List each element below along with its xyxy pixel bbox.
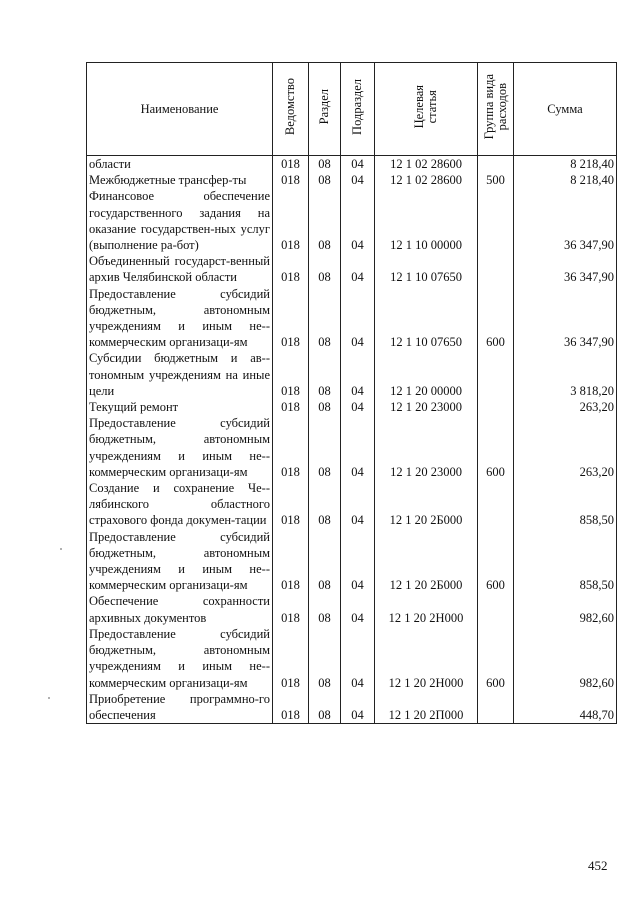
row-gruppa-cell: 500	[478, 172, 514, 188]
row-vedomstvo-cell: 018	[273, 286, 309, 351]
row-vedomstvo-cell: 018	[273, 350, 309, 399]
row-celevaya-cell: 12 1 02 28600	[375, 172, 478, 188]
row-celevaya-cell: 12 1 20 23000	[375, 399, 478, 415]
table-row	[87, 593, 617, 625]
row-razdel-cell: 08	[309, 399, 341, 415]
scan-speck	[48, 697, 50, 699]
header-gruppa-vida-rashodov: Группа вида расходов	[478, 63, 514, 156]
row-celevaya-cell: 12 1 20 2Н000	[375, 593, 478, 625]
row-summa-cell: 858,50	[514, 480, 617, 529]
row-gruppa-cell	[478, 593, 514, 625]
row-razdel-cell: 08	[309, 188, 341, 253]
table-row	[87, 529, 617, 594]
row-gruppa-cell	[478, 350, 514, 399]
row-razdel-cell: 08	[309, 529, 341, 594]
table-row	[87, 626, 617, 691]
row-summa-cell: 263,20	[514, 399, 617, 415]
header-vedomstvo: Ведомство	[273, 63, 309, 156]
row-podrazdel-cell: 04	[341, 480, 375, 529]
row-podrazdel-cell: 04	[341, 188, 375, 253]
header-summa: Сумма	[514, 63, 617, 156]
row-podrazdel-cell: 04	[341, 593, 375, 625]
row-razdel-cell: 08	[309, 286, 341, 351]
row-vedomstvo-cell: 018	[273, 253, 309, 285]
row-vedomstvo-cell: 018	[273, 480, 309, 529]
row-razdel-cell: 08	[309, 593, 341, 625]
row-vedomstvo-cell: 018	[273, 172, 309, 188]
row-gruppa-cell: 600	[478, 626, 514, 691]
row-gruppa-cell	[478, 691, 514, 724]
row-name-cell: Финансовое обеспечение государственного задания на оказание государствен-ных услуг (выполнение ра-бот)	[87, 188, 273, 253]
row-gruppa-cell	[478, 188, 514, 253]
row-summa-cell: 448,70	[514, 691, 617, 724]
row-gruppa-cell: 600	[478, 529, 514, 594]
row-podrazdel-cell: 04	[341, 691, 375, 724]
row-celevaya-cell: 12 1 10 00000	[375, 188, 478, 253]
row-vedomstvo-cell: 018	[273, 691, 309, 724]
row-gruppa-cell	[478, 253, 514, 285]
row-celevaya-cell: 12 1 20 2Н000	[375, 626, 478, 691]
row-podrazdel-cell: 04	[341, 529, 375, 594]
row-name-cell: Обеспечение сохранности архивных документов	[87, 593, 273, 625]
row-razdel-cell: 08	[309, 172, 341, 188]
row-razdel-cell: 08	[309, 691, 341, 724]
row-vedomstvo-cell: 018	[273, 415, 309, 480]
row-podrazdel-cell: 04	[341, 172, 375, 188]
row-celevaya-cell: 12 1 20 00000	[375, 350, 478, 399]
row-summa-cell: 8 218,40	[514, 172, 617, 188]
header-celevaya-statya: Целевая статья	[375, 63, 478, 156]
row-summa-cell: 982,60	[514, 593, 617, 625]
row-celevaya-cell: 12 1 20 2П000	[375, 691, 478, 724]
row-podrazdel-cell: 04	[341, 253, 375, 285]
row-vedomstvo-cell: 018	[273, 529, 309, 594]
page-number: 452	[588, 858, 608, 873]
row-summa-cell: 36 347,90	[514, 253, 617, 285]
row-gruppa-cell: 600	[478, 286, 514, 351]
row-summa-cell: 8 218,40	[514, 156, 617, 173]
row-podrazdel-cell: 04	[341, 156, 375, 173]
table-row	[87, 156, 617, 173]
row-gruppa-cell	[478, 480, 514, 529]
budget-table	[86, 62, 617, 724]
table-row	[87, 480, 617, 529]
row-summa-cell: 982,60	[514, 626, 617, 691]
row-razdel-cell: 08	[309, 415, 341, 480]
row-name-cell: Субсидии бюджетным и ав-тономным учреждениям на иные цели	[87, 350, 273, 399]
row-gruppa-cell	[478, 156, 514, 173]
row-podrazdel-cell: 04	[341, 626, 375, 691]
row-name-cell: Предоставление субсидий бюджетным, автономным учреждениям и иным не-коммерческим организаци-ям	[87, 626, 273, 691]
table-row	[87, 399, 617, 415]
row-razdel-cell: 08	[309, 480, 341, 529]
row-vedomstvo-cell: 018	[273, 399, 309, 415]
row-celevaya-cell: 12 1 20 2Б000	[375, 529, 478, 594]
row-summa-cell: 858,50	[514, 529, 617, 594]
row-razdel-cell: 08	[309, 626, 341, 691]
row-summa-cell: 36 347,90	[514, 286, 617, 351]
row-name-cell: Межбюджетные трансфер-ты	[87, 172, 273, 188]
row-summa-cell: 3 818,20	[514, 350, 617, 399]
row-name-cell: области	[87, 156, 273, 173]
row-celevaya-cell: 12 1 10 07650	[375, 286, 478, 351]
row-celevaya-cell: 12 1 02 28600	[375, 156, 478, 173]
row-name-cell: Объединенный государст-венный архив Челябинской области	[87, 253, 273, 285]
row-razdel-cell: 08	[309, 156, 341, 173]
header-razdel: Раздел	[309, 63, 341, 156]
row-name-cell: Предоставление субсидий бюджетным, автономным учреждениям и иным не-коммерческим организаци-ям	[87, 529, 273, 594]
table-row	[87, 188, 617, 253]
row-vedomstvo-cell: 018	[273, 188, 309, 253]
table-header-row	[87, 63, 617, 156]
row-name-cell: Предоставление субсидий бюджетным, автономным учреждениям и иным не-коммерческим организаци-ям	[87, 415, 273, 480]
row-podrazdel-cell: 04	[341, 286, 375, 351]
row-name-cell: Создание и сохранение Че-лябинского областного страхового фонда докумен-тации	[87, 480, 273, 529]
row-summa-cell: 36 347,90	[514, 188, 617, 253]
row-name-cell: Текущий ремонт	[87, 399, 273, 415]
row-podrazdel-cell: 04	[341, 350, 375, 399]
row-podrazdel-cell: 04	[341, 415, 375, 480]
scan-speck	[60, 548, 62, 550]
header-podrazdel: Подраздел	[341, 63, 375, 156]
row-razdel-cell: 08	[309, 253, 341, 285]
table-row	[87, 350, 617, 399]
row-name-cell: Предоставление субсидий бюджетным, автономным учреждениям и иным не-коммерческим организаци-ям	[87, 286, 273, 351]
row-summa-cell: 263,20	[514, 415, 617, 480]
row-vedomstvo-cell: 018	[273, 593, 309, 625]
row-vedomstvo-cell: 018	[273, 626, 309, 691]
row-razdel-cell: 08	[309, 350, 341, 399]
row-celevaya-cell: 12 1 20 23000	[375, 415, 478, 480]
row-vedomstvo-cell: 018	[273, 156, 309, 173]
table-row	[87, 253, 617, 285]
row-celevaya-cell: 12 1 20 2Б000	[375, 480, 478, 529]
row-celevaya-cell: 12 1 10 07650	[375, 253, 478, 285]
row-gruppa-cell	[478, 399, 514, 415]
table-row	[87, 691, 617, 724]
row-podrazdel-cell: 04	[341, 399, 375, 415]
table-row	[87, 415, 617, 480]
header-name: Наименование	[87, 63, 273, 156]
table-row	[87, 286, 617, 351]
row-name-cell: Приобретение программно-го обеспечения	[87, 691, 273, 724]
table-row	[87, 172, 617, 188]
row-gruppa-cell: 600	[478, 415, 514, 480]
